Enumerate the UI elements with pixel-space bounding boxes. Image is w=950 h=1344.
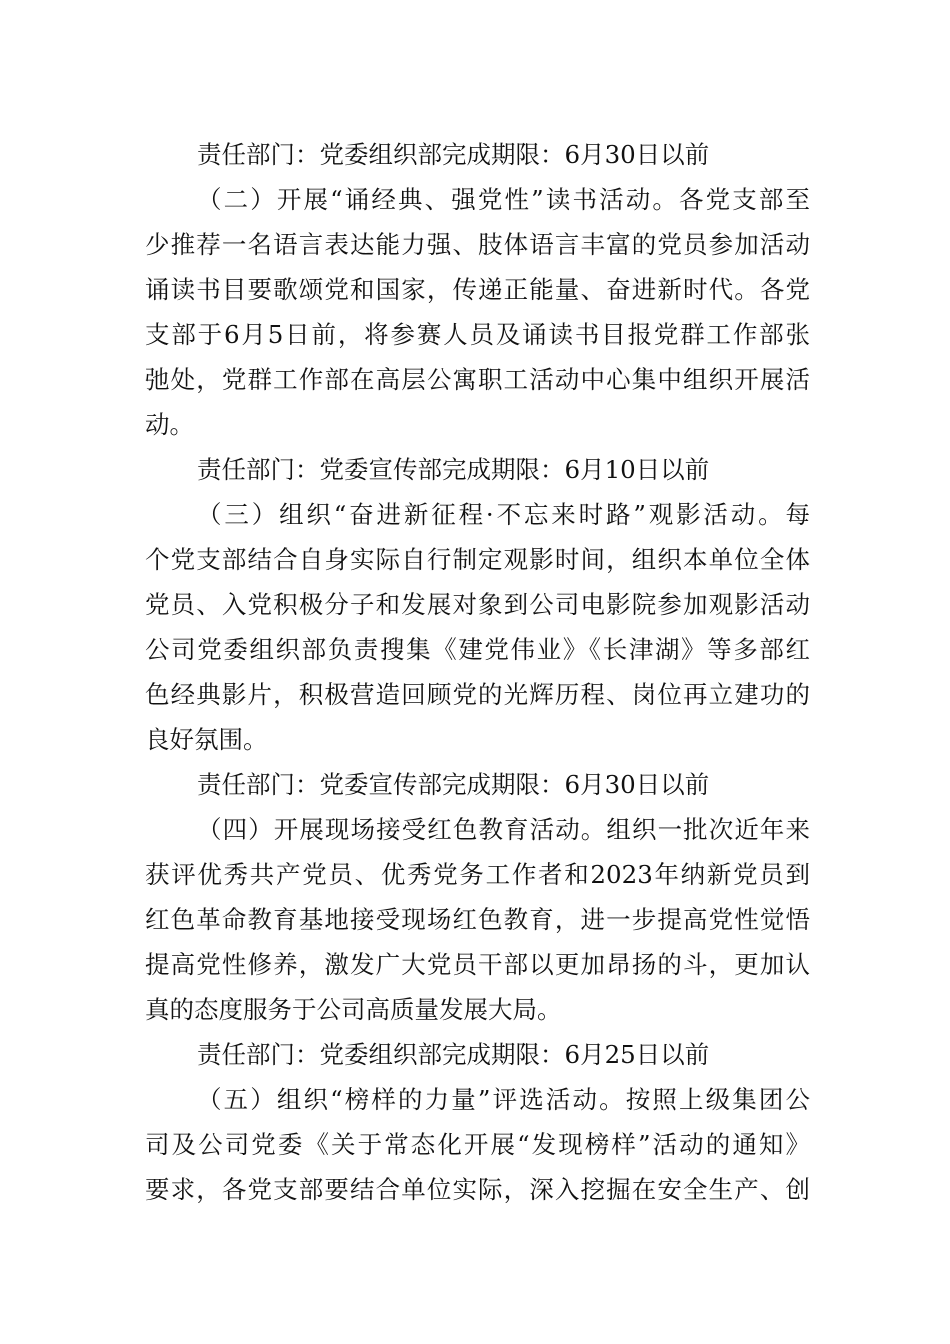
responsibility-line: 责任部门：党委组织部完成期限：6月30日以前 xyxy=(197,140,710,169)
responsibility-line: 责任部门：党委宣传部完成期限：6月10日以前 xyxy=(197,455,710,484)
responsibility-line: 责任部门：党委宣传部完成期限：6月30日以前 xyxy=(197,770,710,799)
paragraph-line: 色经典影片，积极营造回顾党的光辉历程、岗位再立建功的 xyxy=(145,680,810,709)
document-page xyxy=(145,132,810,1212)
paragraph-line: 良好氛围。 xyxy=(145,725,268,754)
paragraph-line: （五）组织“榜样的力量”评选活动。按照上级集团公 xyxy=(197,1085,810,1114)
paragraph-line: 个党支部结合自身实际自行制定观影时间，组织本单位全体 xyxy=(145,545,810,574)
paragraph-line: 党员、入党积极分子和发展对象到公司电影院参加观影活动 xyxy=(145,590,810,619)
paragraph-line: 弛处，党群工作部在高层公寓职工活动中心集中组织开展活 xyxy=(145,365,810,394)
paragraph-line: （四）开展现场接受红色教育活动。组织一批次近年来 xyxy=(197,815,810,844)
paragraph-line: 动。 xyxy=(145,410,194,439)
responsibility-line: 责任部门：党委组织部完成期限：6月25日以前 xyxy=(197,1040,710,1069)
paragraph-line: 诵读书目要歌颂党和国家，传递正能量、奋进新时代。各党 xyxy=(145,275,810,304)
paragraph-line: 红色革命教育基地接受现场红色教育，进一步提高党性觉悟 xyxy=(145,905,810,934)
paragraph-line: 少推荐一名语言表达能力强、肢体语言丰富的党员参加活动 xyxy=(145,230,810,259)
paragraph-line: 公司党委组织部负责搜集《建党伟业》《长津湖》等多部红 xyxy=(145,635,810,664)
paragraph-line: 支部于6月5日前，将参赛人员及诵读书目报党群工作部张 xyxy=(145,320,810,349)
paragraph-line: 获评优秀共产党员、优秀党务工作者和2023年纳新党员到 xyxy=(145,860,810,889)
paragraph-line: 提高党性修养，激发广大党员干部以更加昂扬的斗，更加认 xyxy=(145,950,810,979)
paragraph-line: 司及公司党委《关于常态化开展“发现榜样”活动的通知》 xyxy=(145,1130,810,1159)
paragraph-line: （三）组织“奋进新征程·不忘来时路”观影活动。每 xyxy=(197,500,810,529)
paragraph-line: （二）开展“诵经典、强党性”读书活动。各党支部至 xyxy=(197,185,810,214)
paragraph-line: 要求，各党支部要结合单位实际，深入挖掘在安全生产、创 xyxy=(145,1175,810,1204)
paragraph-line: 真的态度服务于公司高质量发展大局。 xyxy=(145,995,562,1024)
